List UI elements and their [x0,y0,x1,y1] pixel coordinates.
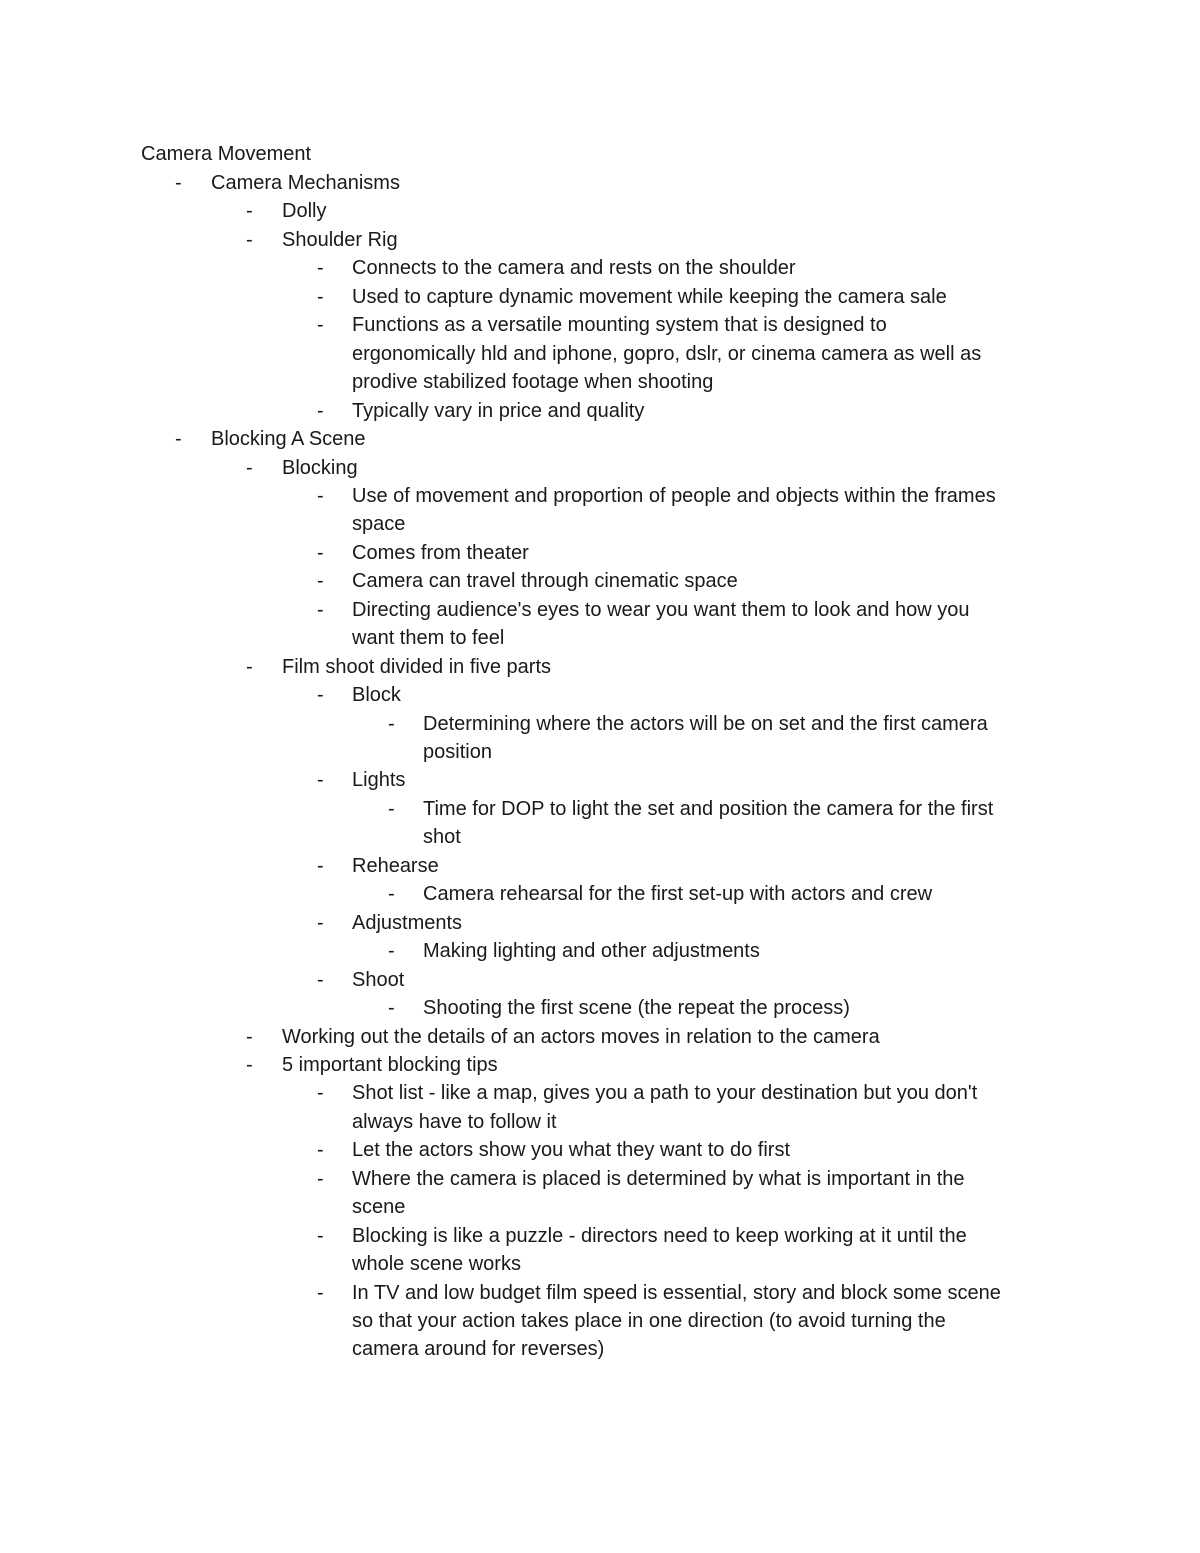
outline-item-level-3: space [352,513,406,536]
bullet-dash: - [317,257,324,280]
outline-item-level-2: 5 important blocking tips [282,1053,498,1076]
bullet-dash: - [317,484,324,507]
outline-item-level-3: Shot list - like a map, gives you a path to your destination but you don't [352,1082,978,1105]
bullet-dash: - [317,541,324,564]
outline-item-level-4: shot [423,826,461,849]
bullet-dash: - [317,1281,324,1304]
outline-item-level-3: Camera can travel through cinematic space [352,570,738,593]
bullet-dash: - [317,570,324,593]
bullet-dash: - [388,797,395,820]
outline-item-level-4: position [423,741,492,763]
outline-item-level-3: want them to feel [352,627,505,650]
bullet-dash: - [317,314,324,337]
outline-item-level-3: Rehearse [352,854,439,877]
bullet-dash: - [317,598,324,621]
bullet-dash: - [317,1082,324,1105]
outline-item-level-3: Where the camera is placed is determined by what is important in the [352,1167,965,1190]
outline-item-level-3: Functions as a versatile mounting system that is designed to [352,314,887,337]
outline-item-level-4: Camera rehearsal for the first set-up with actors and crew [423,883,933,906]
outline-item-level-1: Camera Mechanisms [211,172,400,194]
bullet-dash: - [317,684,324,707]
bullet-dash: - [246,200,253,223]
outline-item-level-3: whole scene works [352,1253,521,1276]
outline-item-level-3: Block [352,684,401,707]
bullet-dash: - [246,655,253,678]
outline-item-level-3: Let the actors show you what they want to do first [352,1139,791,1162]
bullet-dash: - [317,854,324,877]
bullet-dash: - [246,1025,253,1048]
bullet-dash: - [317,968,324,991]
bullet-dash: - [317,1139,324,1162]
outline-item-level-3: Connects to the camera and rests on the shoulder [352,257,796,280]
outline-item-level-3: Typically vary in price and quality [352,399,645,422]
outline-item-level-2: Working out the details of an actors moves in relation to the camera [282,1025,880,1048]
outline-item-level-3: camera around for reverses) [352,1338,605,1361]
outline-item-level-3: Used to capture dynamic movement while keeping the camera sale [352,285,947,308]
outline-item-level-4: Time for DOP to light the set and position the camera for the first [423,797,994,820]
outline-item-level-3: Comes from theater [352,541,529,564]
outline-item-level-2: Blocking [282,456,358,479]
bullet-dash: - [317,399,324,422]
bullet-dash: - [317,911,324,934]
bullet-dash: - [175,428,182,451]
bullet-dash: - [317,1224,324,1247]
bullet-dash: - [317,769,324,792]
outline-item-level-3: so that your action takes place in one direction (to avoid turning the [352,1310,946,1332]
outline-item-level-3: In TV and low budget film speed is essential, story and block some scene [352,1281,1001,1304]
outline-item-level-1: Blocking A Scene [211,428,366,451]
outline-item-level-3: always have to follow it [352,1110,557,1133]
bullet-dash: - [246,228,253,251]
bullet-dash: - [175,172,182,194]
bullet-dash: - [388,997,395,1020]
outline-item-level-4: Shooting the first scene (the repeat the process) [423,997,850,1020]
bullet-dash: - [246,456,253,479]
bullet-dash: - [317,1167,324,1190]
outline-item-level-3: Blocking is like a puzzle - directors need to keep working at it until the [352,1224,967,1247]
document-title: Camera Movement [141,143,312,165]
outline-item-level-3: Directing audience's eyes to wear you want them to look and how you [352,598,970,621]
bullet-dash: - [246,1053,253,1076]
outline-item-level-2: Film shoot divided in five parts [282,655,552,678]
bullet-dash: - [388,883,395,906]
bullet-dash: - [317,285,324,308]
outline-item-level-4: Determining where the actors will be on set and the first camera [423,712,988,735]
outline-item-level-2: Dolly [282,200,327,223]
outline-item-level-4: Making lighting and other adjustments [423,940,760,963]
outline-item-level-2: Shoulder Rig [282,228,398,251]
bullet-dash: - [388,712,395,735]
outline-item-level-3: Use of movement and proportion of people and objects within the frames [352,484,996,507]
outline-item-level-3: scene [352,1196,406,1219]
outline-item-level-3: ergonomically hld and iphone, gopro, dslr, or cinema camera as well as [352,342,982,365]
outline-item-level-3: prodive stabilized footage when shooting [352,371,714,394]
outline-item-level-3: Adjustments [352,911,463,934]
bullet-dash: - [388,940,395,963]
outline-item-level-3: Shoot [352,968,405,991]
outline-item-level-3: Lights [352,769,406,792]
